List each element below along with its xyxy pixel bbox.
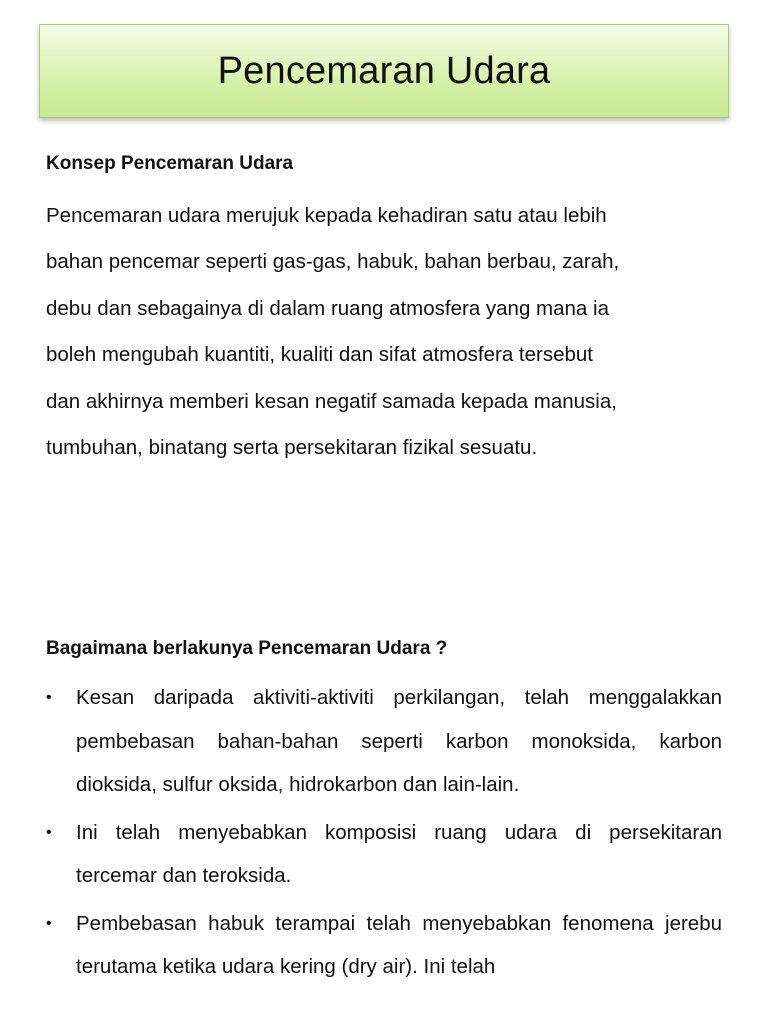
bullet-icon: • [46, 689, 52, 706]
slide-title-banner [39, 24, 729, 118]
paragraph-line: dan akhirnya memberi kesan negatif samada kepada manusia, [46, 389, 617, 413]
list-item [46, 676, 722, 807]
bullet-list [46, 676, 722, 993]
slide-title: Pencemaran Udara [217, 49, 551, 92]
section-heading-konsep: Konsep Pencemaran Udara [46, 153, 294, 174]
list-item [46, 811, 722, 898]
paragraph-line: tumbuhan, binatang serta persekitaran fizikal sesuatu. [46, 435, 538, 459]
section-heading-bagaimana: Bagaimana berlakunya Pencemaran Udara ? [46, 638, 448, 659]
paragraph-line: bahan pencemar seperti gas-gas, habuk, bahan berbau, zarah, [46, 250, 620, 274]
list-item [46, 902, 722, 989]
paragraph-line: Pencemaran udara merujuk kepada kehadiran satu atau lebih [46, 204, 607, 227]
bullet-icon: • [46, 914, 52, 932]
definition-paragraph [46, 193, 726, 471]
paragraph-line: boleh mengubah kuantiti, kualiti dan sifat atmosfera tersebut [46, 343, 593, 367]
bullet-text: Kesan daripada aktiviti-aktiviti perkilangan, telah menggalakkan pembebasan bahan-bahan seperti karbon monoksida, karbon dioksida, sulfur oksida, hidrokarbon dan lain-lain. [76, 686, 722, 796]
bullet-icon: • [46, 823, 52, 841]
paragraph-line: debu dan sebagainya di dalam ruang atmosfera yang mana ia [46, 296, 609, 320]
bullet-text: Pembebasan habuk terampai telah menyebabkan fenomena jerebu terutama ketika udara kering (dry air). Ini telah [76, 911, 722, 978]
bullet-text: Ini telah menyebabkan komposisi ruang udara di persekitaran tercemar dan teroksida. [76, 820, 722, 887]
